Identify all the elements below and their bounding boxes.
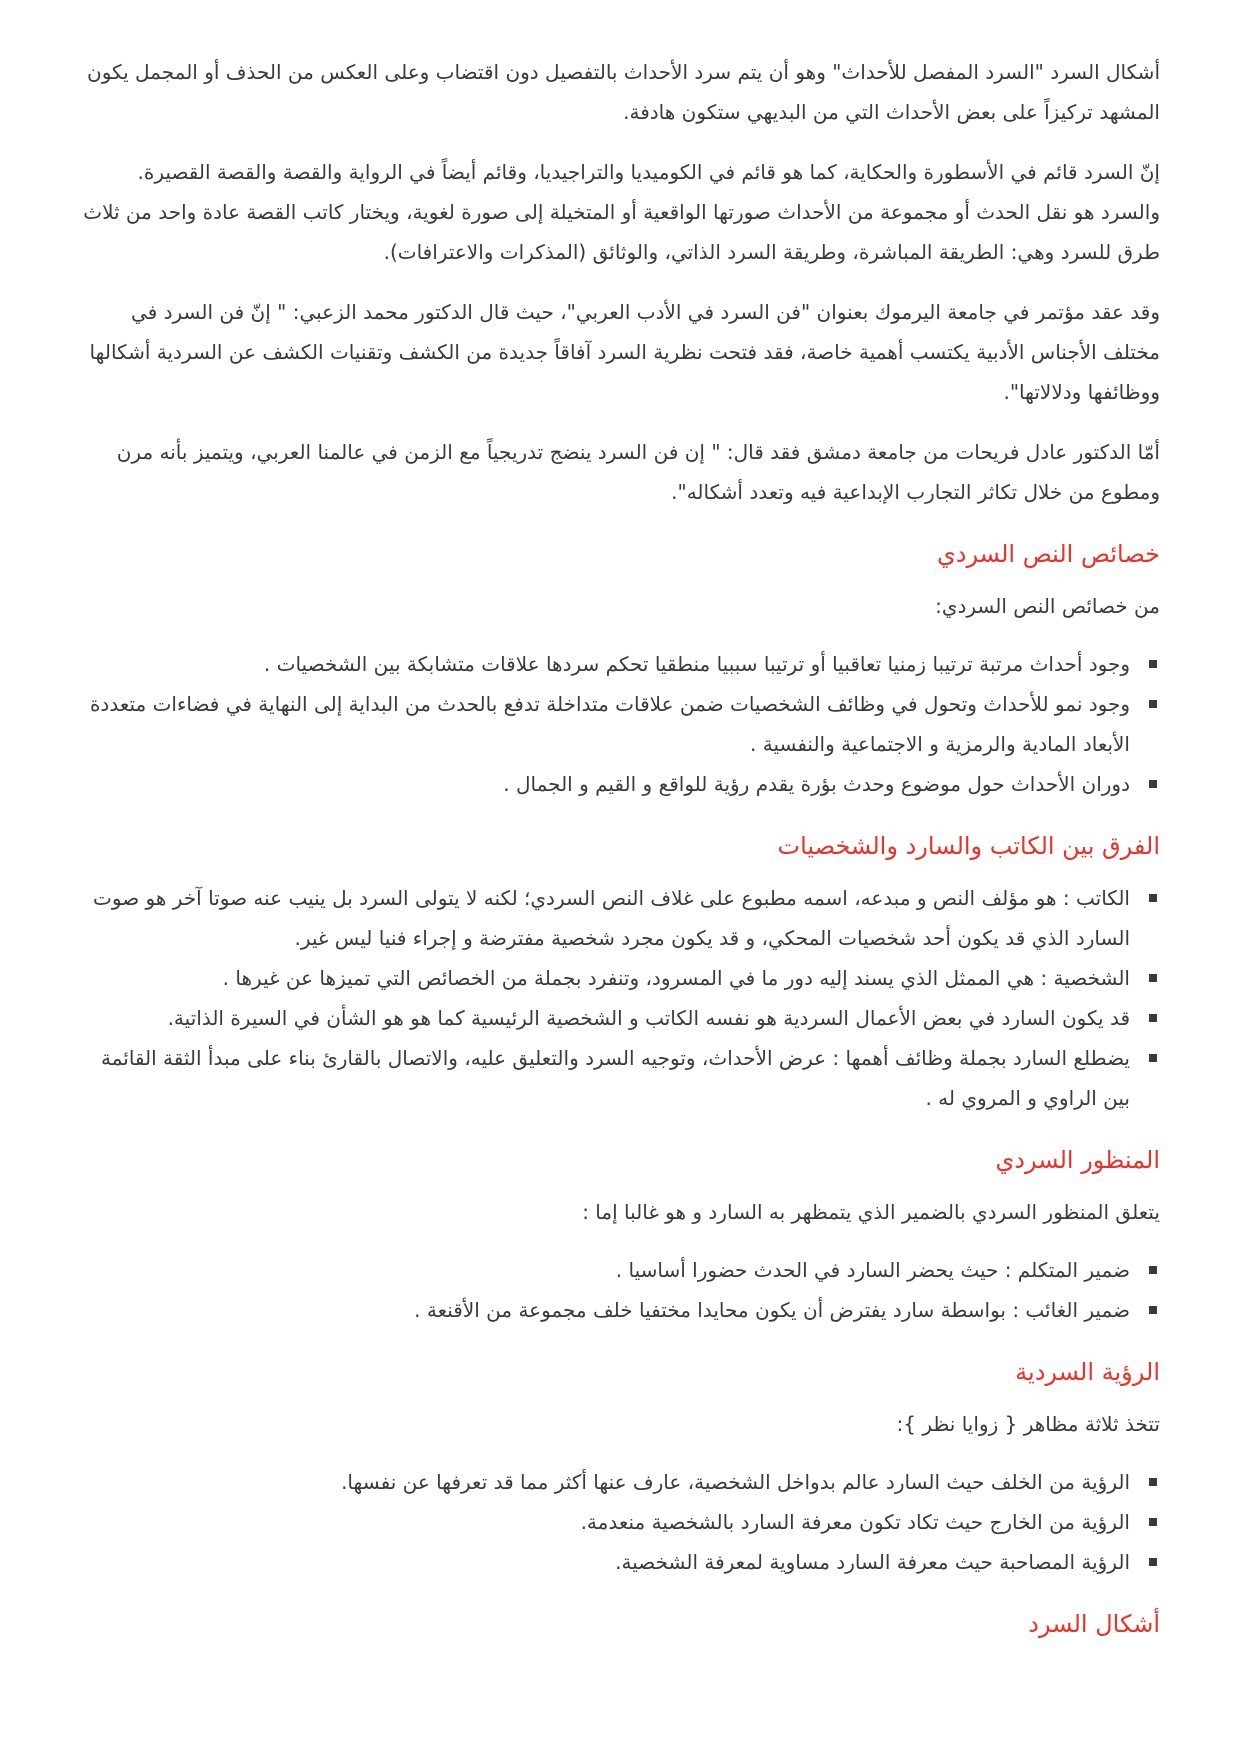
section-intro-perspective: يتعلق المنظور السردي بالضمير الذي يتمظهر به السارد و هو غالبا إما :	[582, 1200, 1160, 1224]
list-item	[82, 998, 1160, 1038]
list-item-text: الرؤية من الخلف حيث السارد عالم بدواخل الشخصية، عارف عنها أكثر مما قد تعرفها عن نفسها.	[341, 1470, 1130, 1494]
square-bullet-icon	[1149, 974, 1157, 982]
list-item	[82, 1290, 1160, 1330]
paragraph-narration-definition: إنّ السرد قائم في الأسطورة والحكاية، كما هو قائم في الكوميديا والتراجيديا، وقائم أيضاً في الرواية والقصة والقصة القصيرة. والسرد هو نقل الحدث أو مجموعة من الأحداث صورتها الواقعية أو المتخيلة إلى صورة لغوية، ويختار كاتب القصة عادة واحد من ثلاث طرق للسرد وهي: الطريقة المباشرة، وطريقة السرد الذاتي، والوثائق (المذكرات والاعترافات).	[83, 160, 1160, 264]
list-perspective	[82, 1250, 1160, 1330]
heading-narrative-vision: الرؤية السردية	[1015, 1358, 1160, 1386]
list-item	[82, 764, 1160, 804]
square-bullet-icon	[1149, 1306, 1157, 1314]
paragraph-narration-forms: أشكال السرد "السرد المفصل للأحداث" وهو أن يتم سرد الأحداث بالتفصيل دون اقتضاب وعلى العكس من الحذف أو المجمل يكون المشهد تركيزاً على بعض الأحداث التي من البديهي ستكون هادفة.	[87, 60, 1160, 124]
heading-narration-forms: أشكال السرد	[1028, 1610, 1160, 1638]
square-bullet-icon	[1149, 1266, 1157, 1274]
section-intro-vision: تتخذ ثلاثة مظاهر { زوايا نظر }:	[896, 1412, 1160, 1436]
list-item	[82, 684, 1160, 764]
heading-narrative-perspective: المنظور السردي	[995, 1146, 1160, 1174]
square-bullet-icon	[1149, 1558, 1157, 1566]
list-item-text: الرؤية من الخارج حيث تكاد تكون معرفة السارد بالشخصية منعدمة.	[580, 1510, 1130, 1534]
list-features	[82, 644, 1160, 804]
heading-narrative-text-features: خصائص النص السردي	[936, 540, 1160, 568]
list-item	[82, 1462, 1160, 1502]
square-bullet-icon	[1149, 780, 1157, 788]
list-item	[82, 1250, 1160, 1290]
square-bullet-icon	[1149, 1014, 1157, 1022]
list-item-text: وجود نمو للأحداث وتحول في وظائف الشخصيات ضمن علاقات متداخلة تدفع بالحدث من البداية إلى النهاية في فضاءات متعددة الأبعاد المادية والرمزية و الاجتماعية والنفسية .	[89, 692, 1130, 756]
list-item	[82, 1502, 1160, 1542]
paragraph-yarmouk-conference: وقد عقد مؤتمر في جامعة اليرموك بعنوان "فن السرد في الأدب العربي"، حيث قال الدكتور محمد الزعبي: " إنّ فن السرد في مختلف الأجناس الأدبية يكتسب أهمية خاصة، فقد فتحت نظرية السرد آفاقاً جديدة من الكشف وتقنيات الكشف عن السردية أشكالها ووظائفها ودلالاتها".	[89, 300, 1160, 404]
list-item-text: وجود أحداث مرتبة ترتيبا زمنيا تعاقبيا أو ترتيبا سببيا منطقيا تحكم سردها علاقات متشابكة بين الشخصيات .	[263, 652, 1130, 676]
list-item-text: يضطلع السارد بجملة وظائف أهمها : عرض الأحداث، وتوجيه السرد والتعليق عليه، والاتصال بالقارئ بناء على مبدأ الثقة القائمة بين الراوي و المروي له .	[100, 1046, 1130, 1110]
list-item	[82, 878, 1160, 958]
paragraph-damascus-quote: أمّا الدكتور عادل فريحات من جامعة دمشق فقد قال: " إن فن السرد ينضج تدريجياً مع الزمن في عالمنا العربي، ويتميز بأنه مرن ومطوع من خلال تكاثر التجارب الإبداعية فيه وتعدد أشكاله".	[116, 440, 1160, 504]
list-item	[82, 958, 1160, 998]
square-bullet-icon	[1149, 700, 1157, 708]
list-item-text: الشخصية : هي الممثل الذي يسند إليه دور ما في المسرود، وتنفرد بجملة من الخصائص التي تميزها عن غيرها .	[222, 966, 1130, 990]
square-bullet-icon	[1149, 1478, 1157, 1486]
list-item	[82, 1038, 1160, 1118]
list-item-text: دوران الأحداث حول موضوع وحدث بؤرة يقدم رؤية للواقع و القيم و الجمال .	[503, 772, 1130, 796]
list-item-text: ضمير المتكلم : حيث يحضر السارد في الحدث حضورا أساسيا .	[615, 1258, 1130, 1282]
square-bullet-icon	[1149, 660, 1157, 668]
square-bullet-icon	[1149, 1054, 1157, 1062]
square-bullet-icon	[1149, 894, 1157, 902]
section-intro-features: من خصائص النص السردي:	[935, 594, 1160, 618]
list-item-text: قد يكون السارد في بعض الأعمال السردية هو نفسه الكاتب و الشخصية الرئيسية كما هو هو الشأن في السيرة الذاتية.	[167, 1006, 1130, 1030]
list-item	[82, 644, 1160, 684]
heading-writer-narrator-characters: الفرق بين الكاتب والسارد والشخصيات	[777, 832, 1160, 860]
list-item-text: الرؤية المصاحبة حيث معرفة السارد مساوية لمعرفة الشخصية.	[615, 1550, 1130, 1574]
list-item-text: ضمير الغائب : بواسطة سارد يفترض أن يكون محايدا مختفيا خلف مجموعة من الأقنعة .	[414, 1298, 1130, 1322]
list-item	[82, 1542, 1160, 1582]
list-item-text: الكاتب : هو مؤلف النص و مبدعه، اسمه مطبوع على غلاف النص السردي؛ لكنه لا يتولى السرد بل ينيب عنه صوتا آخر هو صوت السارد الذي قد يكون أحد شخصيات المحكي، و قد يكون مجرد شخصية مفترضة و إجراء فنيا ليس غير.	[93, 886, 1130, 950]
list-writer-narrator	[82, 878, 1160, 1118]
list-vision	[82, 1462, 1160, 1582]
square-bullet-icon	[1149, 1518, 1157, 1526]
